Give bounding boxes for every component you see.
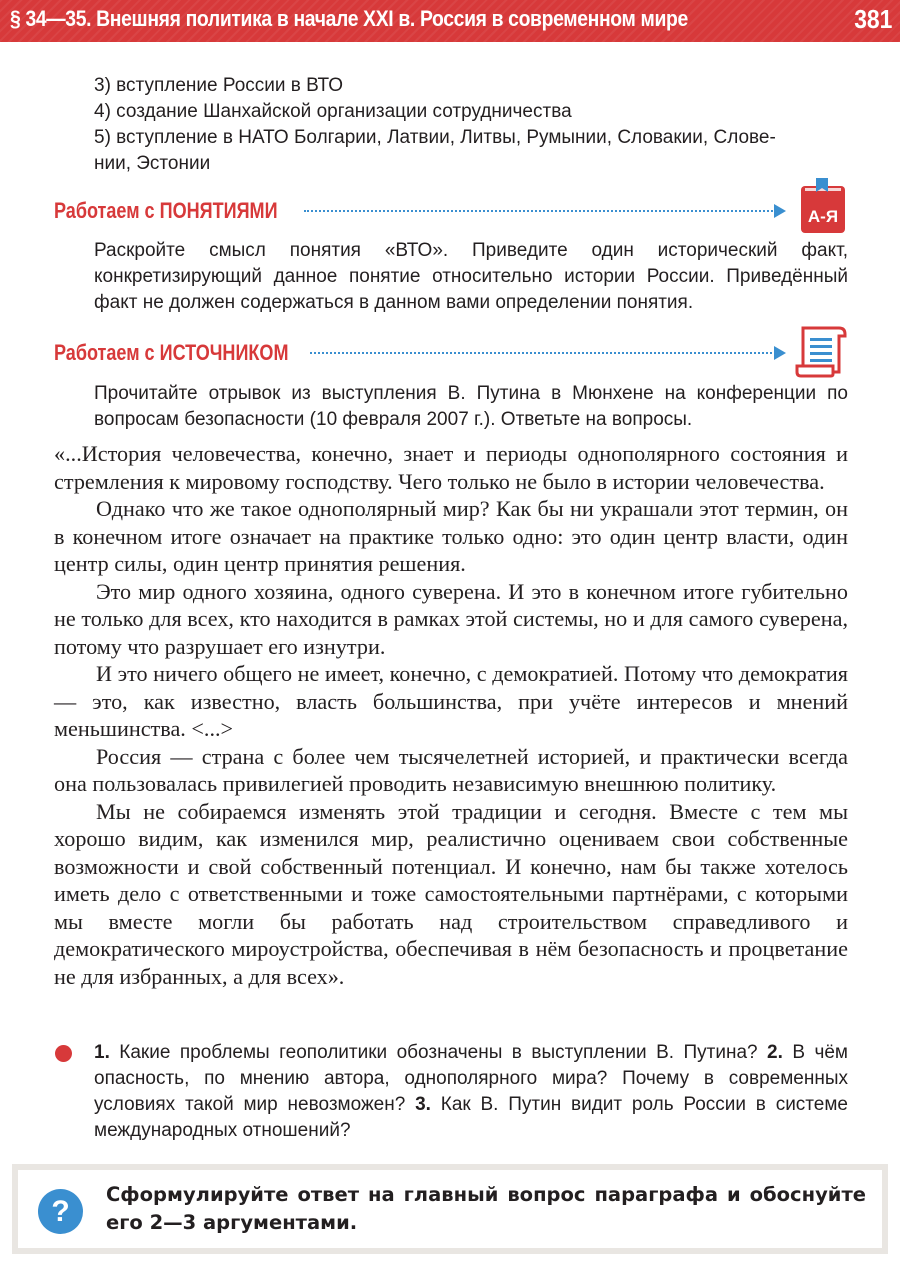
- concepts-rubric-label: Работаем с ПОНЯТИЯМИ: [54, 198, 278, 223]
- concepts-rubric: [54, 196, 784, 228]
- question-number: 3.: [415, 1094, 431, 1115]
- section-title: § 34—35. Внешняя политика в начале XXI в. Россия в современном мире: [10, 6, 688, 31]
- concepts-task: Раскройте смысл понятия «ВТО». Приведите один исторический факт, конкретизирующий данное понятие относительно истории России. Приведённый факт не должен содержаться в данном вами определении понятия.: [94, 240, 848, 313]
- dotted-arrow-line: [310, 352, 776, 354]
- list-item: 4) создание Шанхайской организации сотрудничества: [94, 101, 572, 122]
- arrow-head-icon: [774, 204, 786, 218]
- question-number: 2.: [767, 1042, 783, 1063]
- quote-paragraph: Однако что же такое однополярный мир? Как бы ни украшали этот термин, он в конечном итоге означает на практике только одно: это один центр власти, один центр силы, один центр принятия решения.: [54, 496, 848, 576]
- answer-options-list: [94, 73, 854, 177]
- source-rubric: [54, 338, 784, 370]
- quote-paragraph: «...История человечества, конечно, знает и периоды однополярного состояния и стремления к мировому господству. Чего только не было в истории человечества.: [54, 441, 848, 494]
- quote-paragraph: И это ничего общего не имеет, конечно, с демократией. Потому что демократия — это, как известно, власть большинства, при учёте интересов и мнений меньшинства. <...>: [54, 661, 848, 741]
- source-task: Прочитайте отрывок из выступления В. Путина в Мюнхене на конференции по вопросам безопасности (10 февраля 2007 г.). Ответьте на вопросы.: [94, 383, 848, 430]
- list-item: 3) вступление России в ВТО: [94, 75, 344, 96]
- page-number: 381: [853, 4, 892, 34]
- arrow-head-icon: [774, 346, 786, 360]
- main-question-text: Сформулируйте ответ на главный вопрос параграфа и обоснуйте его 2—3 аргументами.: [106, 1183, 866, 1234]
- dictionary-book-icon: [798, 178, 848, 236]
- question-number: 1.: [94, 1042, 110, 1063]
- list-item-continuation: нии, Эстонии: [94, 153, 211, 174]
- question-mark-icon: ?: [38, 1189, 83, 1234]
- question-text: Какие проблемы геополитики обозначены в выступлении В. Путина?: [109, 1042, 768, 1063]
- main-question-inner: [18, 1170, 882, 1248]
- quote-paragraph: Это мир одного хозяина, одного суверена. И это в конечном итоге губительно не только для всех, кто находится в рамках этой системы, но и для самого суверена, потому что разрушает его изнутри.: [54, 578, 848, 659]
- svg-text:А-Я: А-Я: [807, 207, 839, 226]
- dotted-arrow-line: [304, 210, 776, 212]
- quote-paragraph: Мы не собираемся изменять этой традиции и сегодня. Вместе с тем мы хорошо видим, как изменился мир, реалистично оцениваем свои собственные возможности и свой собственный потенциал. И конечно, нам бы также хотелось иметь дело с ответственными и тоже самостоятельными партнёрами, с которыми мы вместе могли бы работать над строительством справедливого и демократического мироустройства, обеспечивая в нём безопасность и процветание не для избранных, а для всех».: [54, 798, 848, 989]
- list-item: 5) вступление в НАТО Болгарии, Латвии, Литвы, Румынии, Словакии, Слове-: [94, 127, 776, 148]
- source-rubric-label: Работаем с ИСТОЧНИКОМ: [54, 340, 289, 365]
- main-question-box: [12, 1164, 888, 1254]
- question-text: В чём опасность, по мнению автора, однополярного мира? Почему в современных условиях такой мир невозможен?: [94, 1042, 848, 1115]
- document-scroll-icon: [793, 322, 849, 378]
- page-header: [0, 0, 900, 42]
- source-quote: [54, 440, 848, 990]
- quote-paragraph: Россия — страна с более чем тысячелетней историей, и практически всегда она пользовалась привилегией проводить независимую внешнюю политику.: [54, 743, 848, 796]
- question-text: Как В. Путин видит роль России в системе международных отношений?: [94, 1094, 848, 1141]
- questions-marker-icon: [55, 1045, 72, 1062]
- questions-block: [94, 1040, 848, 1144]
